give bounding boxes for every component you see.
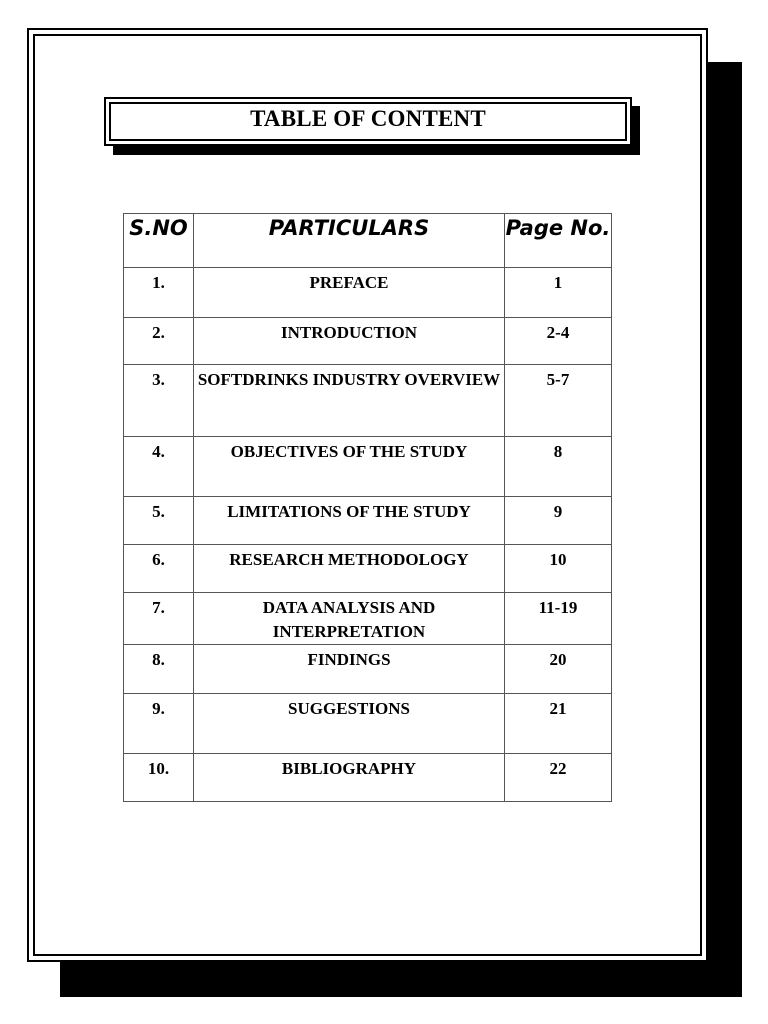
title-box <box>104 97 632 146</box>
row-sno: 10. <box>124 754 194 802</box>
row-particulars: PREFACE <box>194 268 505 318</box>
row-sno: 9. <box>124 694 194 754</box>
table-row <box>124 268 612 318</box>
row-sno: 3. <box>124 365 194 437</box>
row-sno: 5. <box>124 497 194 545</box>
row-particulars: LIMITATIONS OF THE STUDY <box>194 497 505 545</box>
row-page: 20 <box>505 645 612 694</box>
table-row <box>124 365 612 437</box>
table-row <box>124 694 612 754</box>
row-particulars: SUGGESTIONS <box>194 694 505 754</box>
row-page: 5-7 <box>505 365 612 437</box>
row-sno: 4. <box>124 437 194 497</box>
header-sno: S.NO <box>124 214 194 268</box>
row-sno: 8. <box>124 645 194 694</box>
row-page: 11-19 <box>505 593 612 645</box>
row-particulars: DATA ANALYSIS AND INTERPRETATION <box>194 593 505 645</box>
table-row <box>124 754 612 802</box>
table-header-row <box>124 214 612 268</box>
table-row <box>124 497 612 545</box>
title-border <box>109 102 627 141</box>
row-particulars: INTRODUCTION <box>194 318 505 365</box>
row-page: 1 <box>505 268 612 318</box>
row-sno: 2. <box>124 318 194 365</box>
row-particulars: RESEARCH METHODOLOGY <box>194 545 505 593</box>
row-sno: 7. <box>124 593 194 645</box>
header-particulars: PARTICULARS <box>194 214 505 268</box>
row-particulars: FINDINGS <box>194 645 505 694</box>
row-page: 8 <box>505 437 612 497</box>
row-page: 22 <box>505 754 612 802</box>
header-page: Page No. <box>505 214 612 268</box>
page-title: TABLE OF CONTENT <box>250 106 486 131</box>
table-row <box>124 437 612 497</box>
table-row <box>124 545 612 593</box>
row-particulars: OBJECTIVES OF THE STUDY <box>194 437 505 497</box>
row-particulars: BIBLIOGRAPHY <box>194 754 505 802</box>
row-sno: 1. <box>124 268 194 318</box>
row-sno: 6. <box>124 545 194 593</box>
row-page: 2-4 <box>505 318 612 365</box>
table-row <box>124 318 612 365</box>
row-page: 9 <box>505 497 612 545</box>
toc-table <box>123 213 612 802</box>
row-page: 10 <box>505 545 612 593</box>
row-page: 21 <box>505 694 612 754</box>
row-particulars: SOFTDRINKS INDUSTRY OVERVIEW <box>194 365 505 437</box>
table-row <box>124 593 612 645</box>
table-row <box>124 645 612 694</box>
